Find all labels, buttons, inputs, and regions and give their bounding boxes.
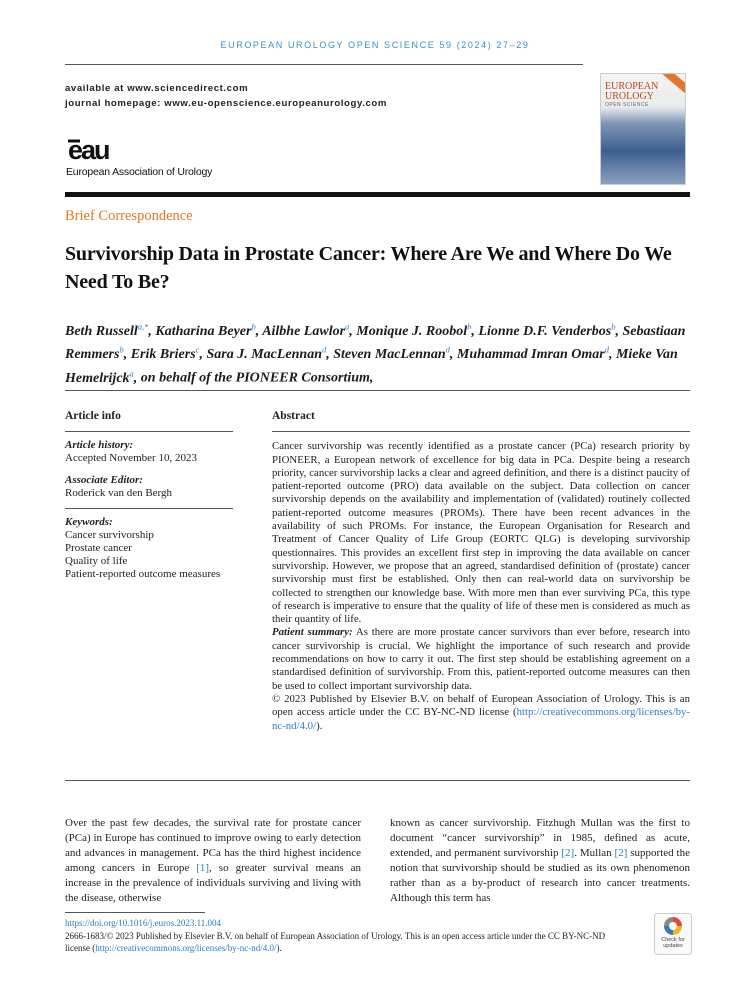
abstract-heading: Abstract [272, 410, 315, 422]
abstract-rule [272, 431, 690, 432]
article-info-panel [65, 410, 233, 581]
author-affiliation[interactable]: d [321, 344, 327, 355]
author-list: Beth Russell$^{a,*}$, Katharina Beyer$^b$, Ailbhe Lawlor$^a$, Monique J. Roobol$^b$, Lionne D.F. Venderbos$^b$, Sebastiaan Remmers$^b$, Erik Briers$^c$, Sara J. MacLennan$^d$, Steven MacLennan$^d$, Muhammad Imran Omar$^d$, Mieke Van Hemelrijck$^a$, on behalf of the PIONEER Consortium, [65, 321, 686, 386]
cover-subtitle: OPEN SCIENCE [605, 102, 649, 108]
author-affiliation[interactable]: b [251, 321, 256, 331]
copyright-notice: © 2023 Published by Elsevier B.V. on behalf of European Association of Urology. This is an open access article under the CC BY-NC-ND license (http://creativecommons.org/licenses/by-nc-nd/4.0/). [272, 692, 690, 732]
reference-link-2b[interactable]: [2] [614, 847, 628, 860]
footer-license: 2666-1683/© 2023 Published by Elsevier B.V. on behalf of European Association of Urology. This is an open access article under the CC BY-NC-ND license (http://creativecommons.org/licenses/by-nc-nd/4.0/). [65, 930, 606, 953]
keyword-item: Patient-reported outcome measures [65, 568, 221, 580]
keywords-label: Keywords: [65, 516, 113, 528]
body-column-1: Over the past few decades, the survival rate for prostate cancer (PCa) in Europe has continued to improve owing to early detection and advances in management. PCa has the third highest incidence among cancers in Europe [1], so greater survival means an increase in the prevalence of individuals surviving and living with the disease, otherwise [65, 817, 362, 905]
availability-block [65, 81, 387, 111]
authors-divider [65, 390, 690, 391]
author-affiliation[interactable]: b [467, 321, 472, 331]
sciencedirect-link[interactable]: available at www.sciencedirect.com [65, 83, 249, 94]
section-label: Brief Correspondence [65, 208, 193, 224]
editor-label: Associate Editor: [65, 474, 143, 486]
author-name: Mieke Van Hemelrijck [65, 347, 678, 386]
author-affiliation[interactable]: c [195, 344, 200, 355]
consortium-label: on behalf of the PIONEER Consortium, [140, 370, 374, 386]
author-name: Katharina Beyer [155, 323, 252, 339]
editor-value: Roderick van den Bergh [65, 487, 173, 499]
keyword-item: Cancer survivorship [65, 529, 154, 541]
author-affiliation[interactable]: b [119, 344, 124, 355]
header-rule [65, 64, 583, 65]
article-title: Survivorship Data in Prostate Cancer: Where Are We and Where Do We Need To Be? [65, 243, 672, 293]
footer-license-link[interactable]: http://creativecommons.org/licenses/by-nc-nd/4.0/ [95, 943, 277, 953]
article-info-heading: Article info [65, 410, 121, 422]
keyword-item: Prostate cancer [65, 542, 132, 554]
body-column-2: known as cancer survivorship. Fitzhugh Mullan was the first to document “cancer survivorship” in 1985, defined as acute, extended, and permanent survivorship [2]. Mullan [2] supported the notion that survivorship should be studied as its own phenomenon rather than as a by-product of research into cancer treatments. Although this term has [390, 817, 691, 905]
author-name: Muhammad Imran Omar [456, 347, 605, 363]
author-name: Beth Russell [65, 323, 138, 339]
journal-reference: EUROPEAN UROLOGY OPEN SCIENCE 59 (2024) 27–29 [220, 40, 530, 50]
keywords-rule [65, 508, 233, 509]
journal-cover[interactable] [600, 73, 686, 185]
license-link[interactable]: http://creativecommons.org/licenses/by-nc-nd/4.0/ [272, 706, 690, 732]
keyword-list [65, 529, 233, 581]
header-thick-bar [65, 192, 690, 197]
history-label: Article history: [65, 439, 134, 451]
association-name: European Association of Urology [66, 166, 213, 178]
history-value: Accepted November 10, 2023 [65, 452, 197, 464]
logo-text: eau [68, 135, 109, 163]
author-name: Lionne D.F. Venderbos [478, 323, 612, 339]
doi-link[interactable]: https://doi.org/10.1016/j.euros.2023.11.004 [65, 918, 222, 928]
footer-rule [65, 912, 205, 913]
author-name: Steven MacLennan [333, 347, 446, 363]
journal-homepage-link[interactable]: journal homepage: www.eu-openscience.europeanurology.com [65, 98, 387, 109]
author-name: Ailbhe Lawlor [262, 323, 346, 339]
author-affiliation[interactable]: a,* [137, 321, 149, 331]
abstract-divider [65, 780, 690, 781]
author-affiliation[interactable]: b [611, 321, 616, 331]
patient-summary-label: Patient summary: [272, 626, 353, 639]
check-for-updates-badge[interactable] [654, 913, 692, 955]
abstract-text: Cancer survivorship was recently identified as a prostate cancer (PCa) research priority by PIONEER, a European network of excellence for big data in PCa. Despite being a research priority, cancer survivorship lacks a clear and agreed definition, and there is a distinct paucity of patient-reported outcome (PRO) data available on the subject. Data collection on cancer survivorship depends on the availability and implementation of (validated) routinely collected patient-reported outcome measures (PROMs). There have been recent advances in the availability of such PROMs. For instance, the European Organisation for Research and Treatment of Cancer Quality of Life Group (EORTC QLG) is developing survivorship questionnaires. This provides an excellent first step in improving the data available on cancer survivorship. However, we propose that an agreed, standardised definition of (prostate) cancer survivorship must first be established. Only then can real-world data on survivorship be collected to strengthen our knowledge base. With more men than ever surviving PCa, this type of research is imperative to ensure that the quality of life of these men is considered as much as their quantity of life. [272, 440, 690, 626]
author-name: Monique J. Roobol [356, 323, 468, 339]
author-affiliation[interactable]: d [604, 344, 609, 355]
reference-link-2[interactable]: [2] [561, 847, 575, 860]
badge-label: Check for updates [661, 937, 685, 949]
keyword-item: Quality of life [65, 555, 128, 567]
eau-logo-icon [66, 135, 136, 163]
author-name: Sebastiaan Remmers [65, 323, 686, 363]
patient-summary-text: As there are more prostate cancer survivors than ever before, research into cancer survivorship is crucial. We highlight the importance of such research and provide recommendations on how to carry it out. The first step should be establishing agreement on a standardised definition of survivorship. From this, patient-reported outcome measures can then be used to collect important survivorship data. [272, 626, 690, 692]
abstract-panel [272, 410, 690, 733]
article-info-rule [65, 431, 233, 432]
footer-block [65, 917, 625, 955]
author-affiliation[interactable]: a [345, 321, 350, 331]
patient-summary [272, 626, 690, 692]
author-name: Erik Briers [130, 347, 196, 363]
reference-link-1[interactable]: [1] [196, 862, 210, 875]
author-affiliation[interactable]: d [445, 344, 450, 355]
author-name: Sara J. MacLennan [206, 347, 322, 363]
author-affiliation[interactable]: a [129, 368, 134, 379]
cover-title: EUROPEAN UROLOGY [605, 81, 659, 102]
check-updates-icon [664, 917, 682, 935]
